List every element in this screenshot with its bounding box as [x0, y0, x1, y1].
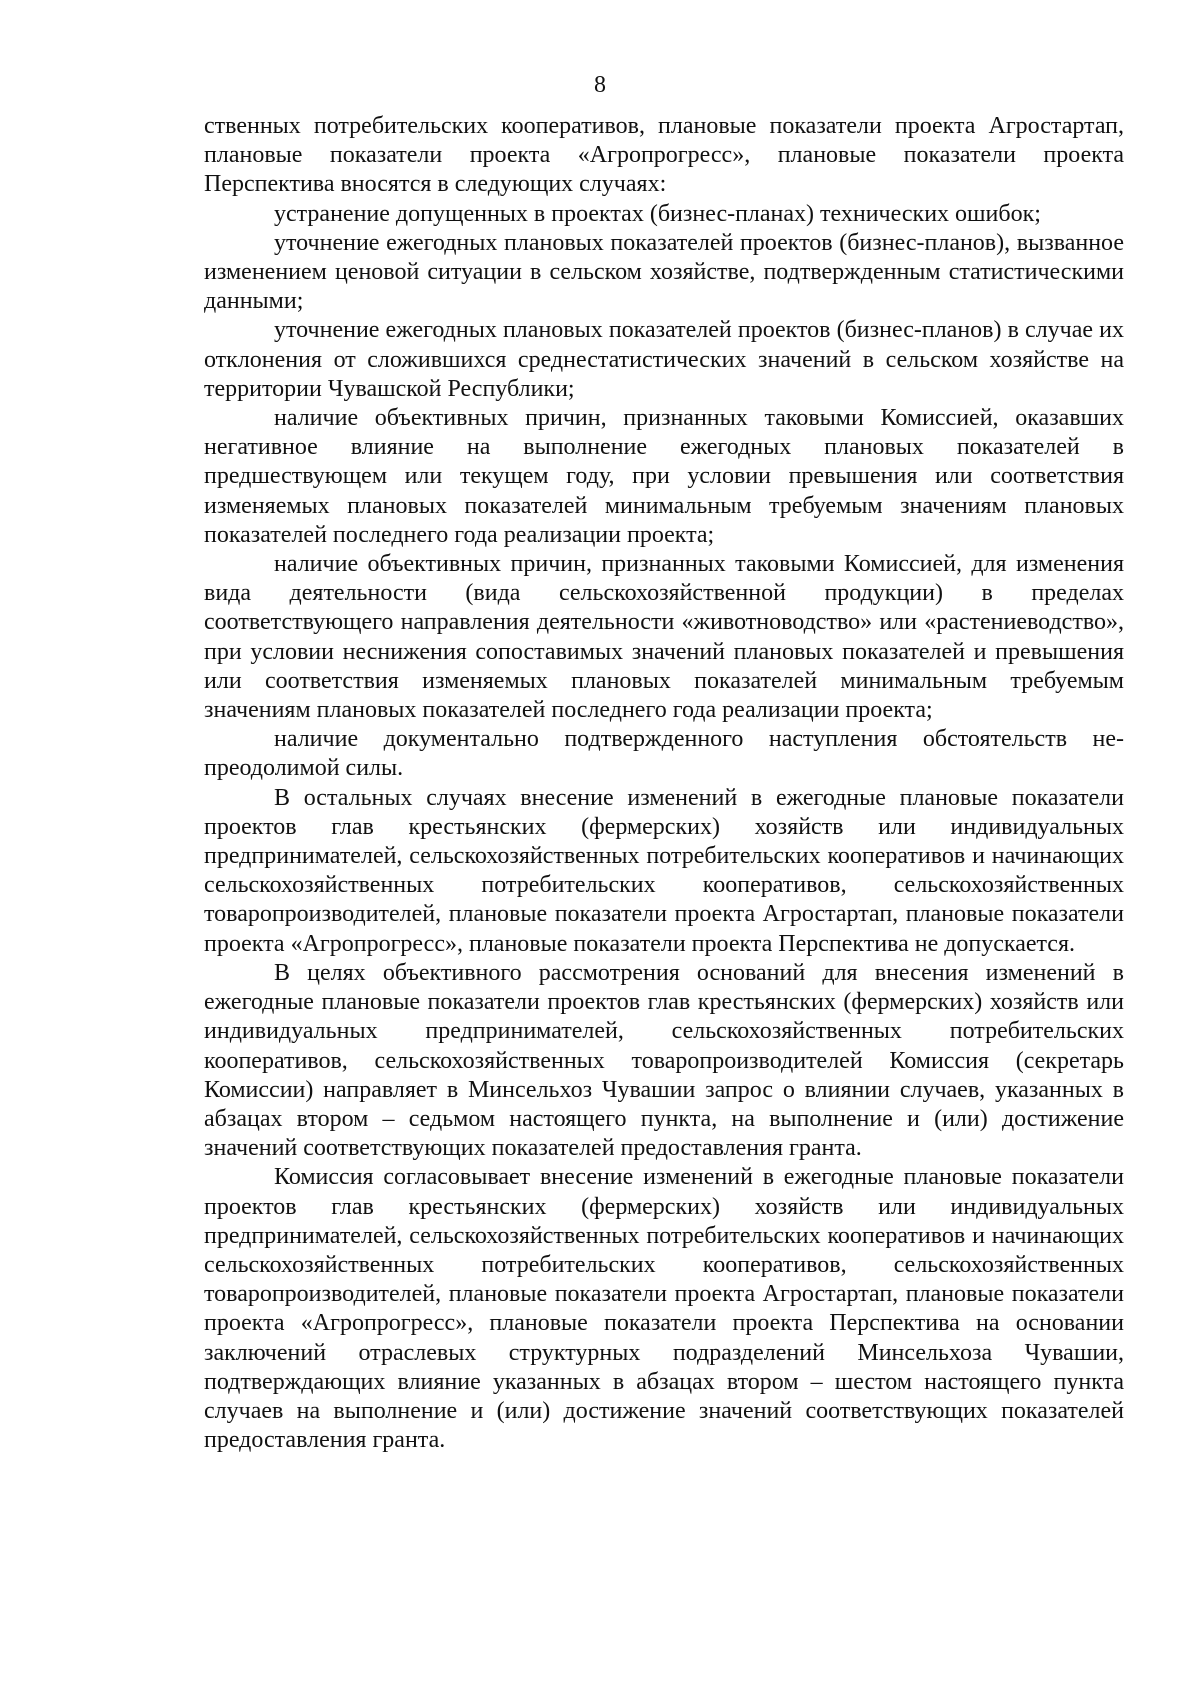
- paragraph-objective-reasons-negative: наличие объективных причин, признанных таковыми Комиссией, оказавших негативное влияние на выполнение ежегодных плановых показателей в предшествующем или текущем году, при условии превышения или соответствия изменяемых плановых показателей минимальным требуемым значениям плановых показателей последнего года реализации проекта;: [204, 405, 1124, 548]
- paragraph-price-situation: уточнение ежегодных плановых показателей проектов (бизнес-планов), вызванное изменением ценовой ситуации в сельском хозяйстве, подтвержденным статистическими данными;: [204, 229, 1124, 315]
- paragraph-statistical-deviation: уточнение ежегодных плановых показателей проектов (бизнес-планов) в случае их отклонения от сложившихся среднестатистических значений в сельском хозяйстве на территории Чувашской Республики;: [204, 317, 1124, 402]
- paragraph-other-cases: В остальных случаях внесение изменений в ежегодные плановые показатели проектов глав крестьянских (фермерских) хозяйств или индивидуальных предпринимателей, сельскохозяйственных потребительских кооперативов и начинающих сельскохозяйственных потребительских кооперативов, сельскохозяйственных товаропроизводителей, плановые показатели проекта Агростартап, плановые показатели проекта «Агропрогресс», плановые показатели проекта Перспектива не допускается.: [204, 784, 1124, 957]
- paragraph-commission-approval: Комиссия согласовывает внесение изменений в ежегодные плановые показатели проектов глав крестьянских (фермерских) хозяйств или индивидуальных предпринимателей, сельскохозяйственных потребительских кооперативов и начинающих сельскохозяйственных потребительских кооперативов, сельскохозяйственных товаропроизводителей, плановые показатели проекта Агростартап, плановые показатели проекта «Агропрогресс», плановые показатели проекта Перспектива на основании заключений отраслевых структурных подразделений Минсельхоза Чувашии, подтверждающих влияние указанных в абзацах втором – шестом настоящего пункта случаев на выполнение и (или) достижение значений соответствующих показателей предоставления гранта.: [204, 1164, 1124, 1454]
- page-number: 8: [594, 72, 606, 98]
- paragraph-commission-request: В целях объективного рассмотрения оснований для внесения изменений в ежегодные плановые показатели проектов глав крестьянских (фермерских) хозяйств или индивидуальных предпринимателей, сельскохозяйственных потребительских кооперативов, сельскохозяйственных товаропроизводителей Комиссия (секретарь Комиссии) направляет в Минсельхоз Чувашии запрос о влиянии случаев, указанных в абзацах втором – седьмом настоящего пункта, на выполнение и (или) достижение значений соответствующих показателей предоставления гранта.: [204, 959, 1124, 1162]
- paragraph-continuation: ственных потребительских кооперативов, плановые показатели проекта Агростартап, плановые показатели проекта «Агропрогресс», плановые показатели проекта Перспектива вносятся в следующих случаях:: [204, 113, 1124, 198]
- document-body: [204, 112, 1124, 1455]
- paragraph-objective-reasons-activity-change: наличие объективных причин, признанных таковыми Комиссией, для изменения вида деятельности (вида сельскохозяйственной продукции) в пределах соответствующего направления деятельности «животноводство» или «растениеводство», при условии неснижения сопоставимых значений плановых показателей и превышения или соответствия изменяемых плановых показателей минимальным требуемым значениям плановых показателей последнего года реализации проекта;: [204, 551, 1124, 724]
- paragraph-technical-errors: устранение допущенных в проектах (бизнес-планах) технических ошибок;: [274, 200, 1041, 227]
- paragraph-force-majeure: наличие документально подтвержденного наступления обстоятельств непреодолимой силы.: [204, 726, 1124, 782]
